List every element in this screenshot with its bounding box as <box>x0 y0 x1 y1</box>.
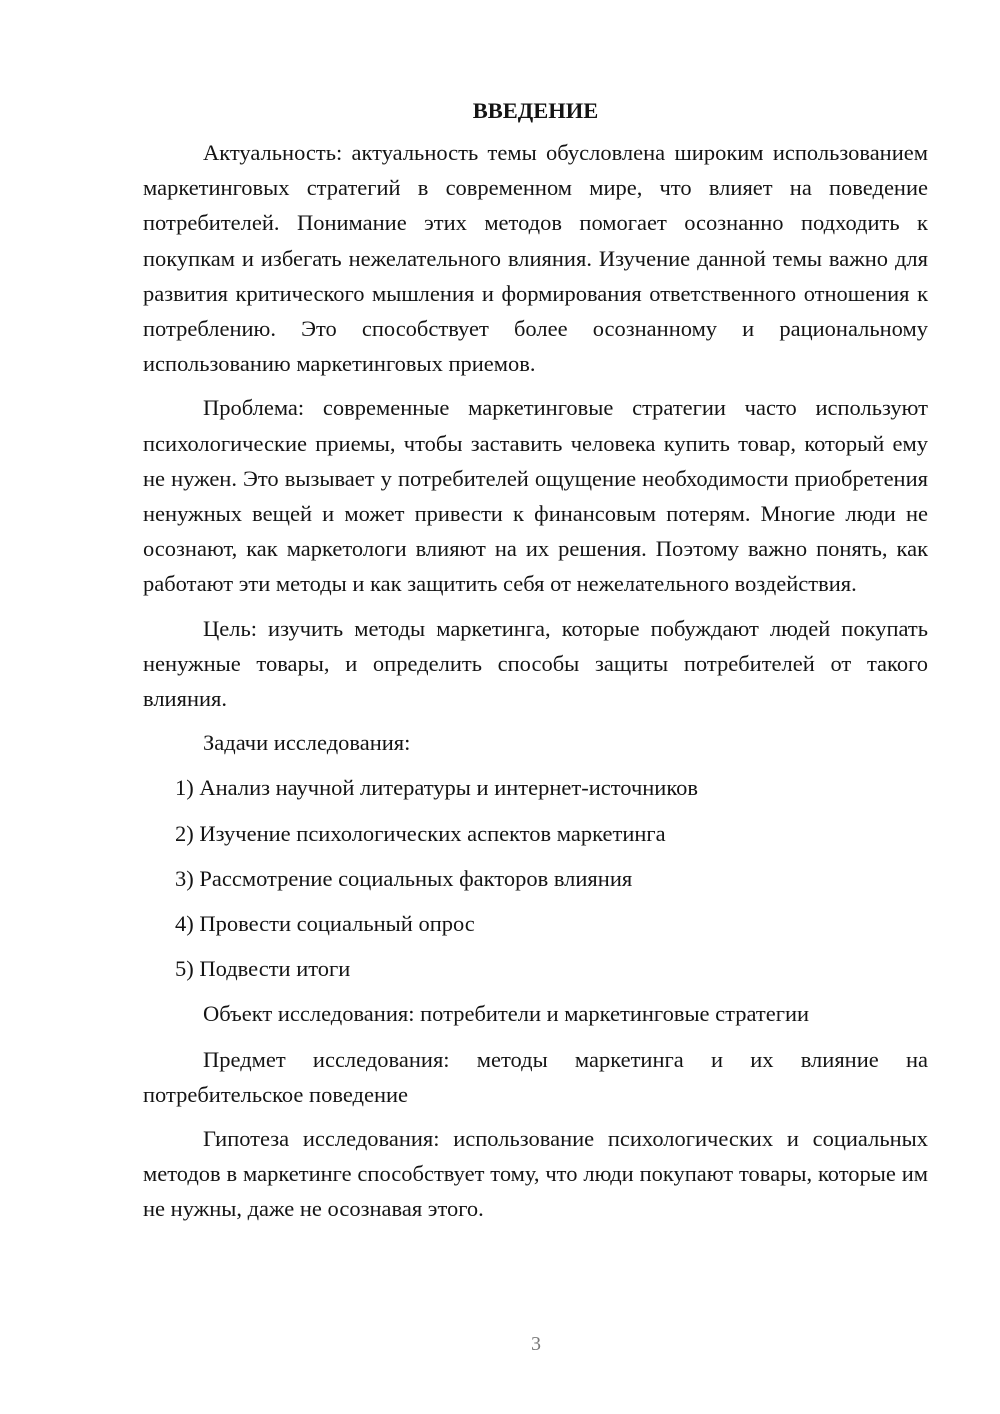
tasks-list <box>143 770 928 986</box>
subject-paragraph: Предмет исследования: методы маркетинга и их влияние на потребительское поведение <box>143 1046 928 1107</box>
task-item: 2) Изучение психологических аспектов маркетинга <box>175 820 666 846</box>
page-number: 3 <box>531 1333 541 1355</box>
goal-paragraph: Цель: изучить методы маркетинга, которые побуждают людей покупать ненужные товары, и определить способы защиты потребителей от такого влияния. <box>143 615 928 712</box>
task-item: 1) Анализ научной литературы и интернет-источников <box>175 775 699 801</box>
task-item: 5) Подвести итоги <box>175 956 351 982</box>
task-item: 4) Провести социальный опрос <box>175 911 475 937</box>
task-item: 3) Рассмотрение социальных факторов влияния <box>175 865 633 891</box>
relevance-paragraph: Актуальность: актуальность темы обусловлена широким использованием маркетинговых стратегий в современном мире, что влияет на поведение потребителей. Понимание этих методов помогает осознанно подходить к покупкам и избегать нежелательного влияния. Изучение данной темы важно для развития критического мышления и формирования ответственного отношения к потреблению. Это способствует более осознанному и рациональному использованию маркетинговых приемов. <box>143 140 928 377</box>
object-paragraph: Объект исследования: потребители и маркетинговые стратегии <box>203 1001 810 1027</box>
hypothesis-paragraph: Гипотеза исследования: использование психологических и социальных методов в маркетинге способствует тому, что люди покупают товары, которые им не нужны, даже не осознавая этого. <box>143 1126 928 1222</box>
tasks-heading: Задачи исследования: <box>203 730 411 756</box>
page-title: ВВЕДЕНИЕ <box>472 98 599 123</box>
problem-paragraph: Проблема: современные маркетинговые стратегии часто используют психологические приемы, чтобы заставить человека купить товар, который ему не нужен. Это вызывает у потребителей ощущение необходимости приобретения ненужных вещей и может привести к финансовым потерям. Многие люди не осознают, как маркетологи влияют на их решения. Поэтому важно понять, как работают эти методы и как защитить себя от нежелательного воздействия. <box>143 395 928 597</box>
page-content <box>143 93 928 1236</box>
